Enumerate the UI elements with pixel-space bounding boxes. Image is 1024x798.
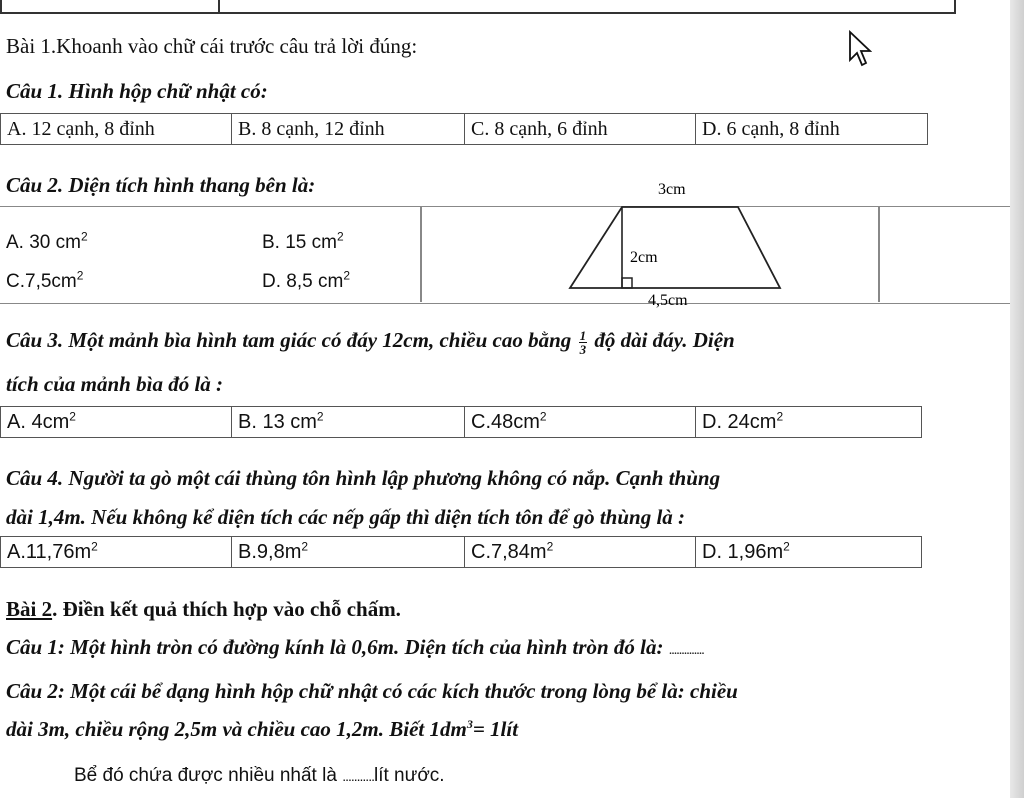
cau2-option-a[interactable]: A. 30 $cm^2$ (6, 229, 88, 253)
cau3-question-line2: tích của mảnh bìa đó là : (6, 372, 224, 396)
cau3-option-a[interactable]: A. $4cm^2$ (1, 407, 232, 438)
cau4-question-line2: dài 1,4m. Nếu không kể diện tích các nếp gấp thì diện tích tôn để gò thùng là : (6, 505, 686, 529)
cau1-option-c[interactable]: C. 8 cạnh, 6 đỉnh (465, 114, 696, 145)
cau4-option-b[interactable]: $B.9,8m^2$ (232, 537, 465, 568)
mouse-pointer-icon (848, 30, 872, 70)
cau1-question: Câu 1. Hình hộp chữ nhật có: (6, 79, 268, 103)
cau3-option-c[interactable]: $C.48cm^2$ (465, 407, 696, 438)
cau1-options-table (0, 113, 928, 145)
cau3-options-table (0, 406, 922, 438)
cau4-option-c[interactable]: $C.7,84m^2$ (465, 537, 696, 568)
bai2-cau2-answer: Bể đó chứa được nhiều nhất là ...........lít nước. (74, 765, 445, 786)
cau4-question-line1: Câu 4. Người ta gò một cái thùng tôn hình lập phương không có nắp. Cạnh thùng (6, 466, 721, 490)
bai2-cau2-answer-blank[interactable]: ........... (342, 768, 374, 784)
cau4-option-d[interactable]: D. $1,96m^2$ (696, 537, 922, 568)
cau1-option-a[interactable]: A. 12 cạnh, 8 đỉnh (1, 114, 232, 145)
bai2-cau2-line2: dài 3m, chiều rộng 2,5m và chiều cao 1,2m. Biết $1dm^3=$ 1lít (6, 717, 519, 741)
trapezoid-bottom-label: 4,5cm (648, 292, 688, 309)
cau2-option-c[interactable]: $C.7,5cm^2$ (6, 268, 84, 292)
bai1-title: Bài 1.Khoanh vào chữ cái trước câu trả lời đúng: (6, 34, 418, 58)
cau1-option-b[interactable]: B. 8 cạnh, 12 đỉnh (232, 114, 465, 145)
cau1-option-d[interactable]: D. 6 cạnh, 8 đỉnh (696, 114, 928, 145)
top-table-border (0, 0, 956, 14)
cau2-divider-2 (878, 206, 880, 302)
cau2-question: Câu 2. Diện tích hình thang bên là: (6, 173, 316, 197)
bai2-cau1-blank[interactable]: .............. (668, 643, 704, 658)
cau2-divider-1 (420, 206, 422, 302)
bai2-cau1-question: Câu 1: Một hình tròn có đường kính là 0,6m. Diện tích của hình tròn đó là: .............. (6, 635, 704, 659)
trapezoid-figure (560, 172, 790, 312)
bai2-cau2-line1: Câu 2: Một cái bể dạng hình hộp chữ nhật có các kích thước trong lòng bể là: chiều (6, 679, 738, 703)
cau3-option-d[interactable]: D. $24cm^2$ (696, 407, 922, 438)
cau2-option-b[interactable]: B. 15 $cm^2$ (262, 229, 344, 253)
cau2-option-d[interactable]: D. 8,5 $cm^2$ (262, 268, 350, 292)
bai2-title: Bài 2. Điền kết quả thích hợp vào chỗ chấm. (6, 597, 401, 621)
cau2-table (0, 206, 1010, 304)
top-table-divider (218, 0, 220, 12)
cau4-options-table (0, 536, 922, 568)
cau3-question-line1: Câu 3. Một mảnh bìa hình tam giác có đáy 12cm, chiều cao bằng $\frac{1}{3}$ độ dài đáy. Diện (6, 327, 735, 357)
cau3-option-b[interactable]: B. 13 $cm^2$ (232, 407, 465, 438)
window-right-edge (1010, 0, 1024, 798)
trapezoid-height-label: 2cm (630, 249, 658, 266)
cau4-option-a[interactable]: $A.11,76m^2$ (1, 537, 232, 568)
trapezoid-shape (570, 207, 780, 288)
cau3-fraction: $\frac{1}{3}$ (579, 327, 587, 357)
trapezoid-top-label: 3cm (658, 181, 686, 198)
right-angle-mark (622, 278, 632, 288)
